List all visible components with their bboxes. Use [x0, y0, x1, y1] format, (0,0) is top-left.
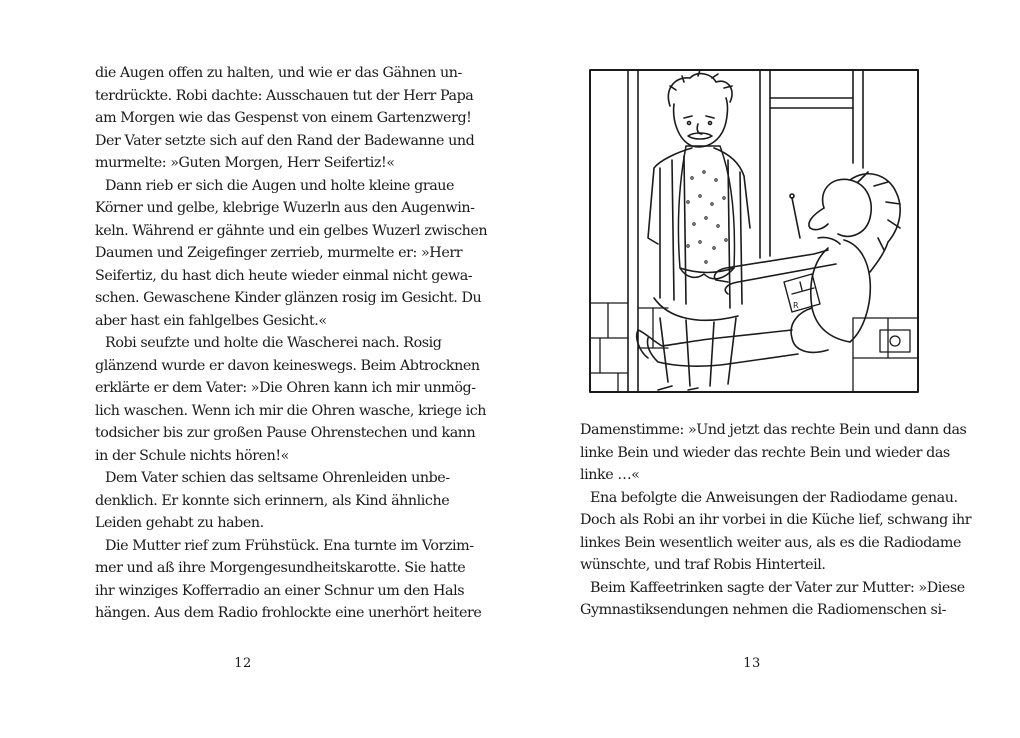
- text-line: Ena befolgte die Anweisungen der Radiodame genau.: [590, 489, 958, 506]
- text-line: aber hast ein fahlgelbes Gesicht.«: [95, 312, 327, 329]
- text-line: linkes Bein wesentlich weiter aus, als es die Radiodame: [580, 534, 961, 551]
- illustration-frame: [590, 70, 918, 392]
- text-line: wünschte, und traf Robis Hinterteil.: [580, 557, 826, 573]
- text-line: Damenstimme: »Und jetzt das rechte Bein und dann das: [580, 422, 967, 438]
- text-line: keln. Während er gähnte und ein gelbes Wuzerl zwischen: [95, 222, 488, 239]
- text-line: Leiden gehabt zu haben.: [95, 515, 264, 531]
- towel-drawing: [678, 146, 734, 279]
- text-line: linke …«: [580, 467, 640, 483]
- left-page-text: [95, 62, 488, 625]
- text-line: murmelte: »Guten Morgen, Herr Seifertiz!«: [95, 155, 395, 171]
- text-line: Seifertiz, du hast dich heute wieder einmal nicht gewa-: [95, 267, 473, 284]
- text-line: denklich. Er konnte sich erinnern, als Kind ähnliche: [95, 492, 450, 509]
- text-line: terdrückte. Robi dachte: Ausschauen tut der Herr Papa: [95, 87, 474, 104]
- text-line: erklärte er dem Vater: »Die Ohren kann ich mir unmög-: [95, 380, 476, 396]
- text-line: Gymnastiksendungen nehmen die Radiomenschen si-: [580, 602, 946, 618]
- text-line: ihr winziges Kofferradio an einer Schnur um den Hals: [95, 582, 465, 599]
- text-line: Dann rieb er sich die Augen und holte kleine graue: [105, 177, 455, 194]
- right-page-text: [580, 419, 972, 622]
- text-line: todsicher bis zur großen Pause Ohrenstechen und kann: [95, 425, 476, 441]
- tiles-drawing: [590, 303, 668, 392]
- text-line: am Morgen wie das Gespenst von einem Gartenzwerg!: [95, 110, 472, 126]
- page-number: 13: [743, 656, 761, 671]
- text-line: in der Schule nichts hören!«: [95, 447, 289, 464]
- text-line: hängen. Aus dem Radio frohlockte eine unerhört heitere: [95, 605, 482, 621]
- right-page: [510, 0, 1020, 738]
- illustration: [588, 68, 920, 394]
- girl-drawing: [637, 172, 900, 366]
- text-line: lich waschen. Wenn ich mir die Ohren wasche, kriege ich: [95, 402, 487, 419]
- text-line: glänzend wurde er davon keineswegs. Beim Abtrocknen: [95, 357, 480, 374]
- text-line: die Augen offen zu halten, und wie er das Gähnen un-: [95, 65, 462, 81]
- radio-drawing: [784, 274, 820, 312]
- text-line: linke Bein und wieder das rechte Bein und wieder das: [580, 444, 950, 461]
- text-line: Dem Vater schien das seltsame Ohrenleiden unbe-: [105, 470, 450, 486]
- text-line: schen. Gewaschene Kinder glänzen rosig im Gesicht. Du: [95, 290, 482, 306]
- text-line: Der Vater setzte sich auf den Rand der Badewanne und: [95, 132, 475, 149]
- text-line: Beim Kaffeetrinken sagte der Vater zur Mutter: »Diese: [590, 579, 965, 596]
- text-line: mer und aß ihre Morgengesundheitskarotte. Sie hatte: [95, 560, 466, 576]
- text-line: Die Mutter rief zum Frühstück. Ena turnte im Vorzim-: [105, 537, 474, 554]
- wall-drawing: [853, 318, 918, 392]
- text-line: Daumen und Zeigefinger zerrieb, murmelte er: »Herr: [95, 245, 463, 261]
- text-line: Körner und gelbe, klebrige Wuzerln aus den Augenwin-: [95, 200, 475, 216]
- page-number: 12: [234, 656, 252, 671]
- text-line: Robi seufzte und holte die Wascherei nach. Rosig: [105, 335, 442, 351]
- radio-label: R: [793, 301, 799, 310]
- text-line: Doch als Robi an ihr vorbei in die Küche lief, schwang ihr: [580, 512, 972, 528]
